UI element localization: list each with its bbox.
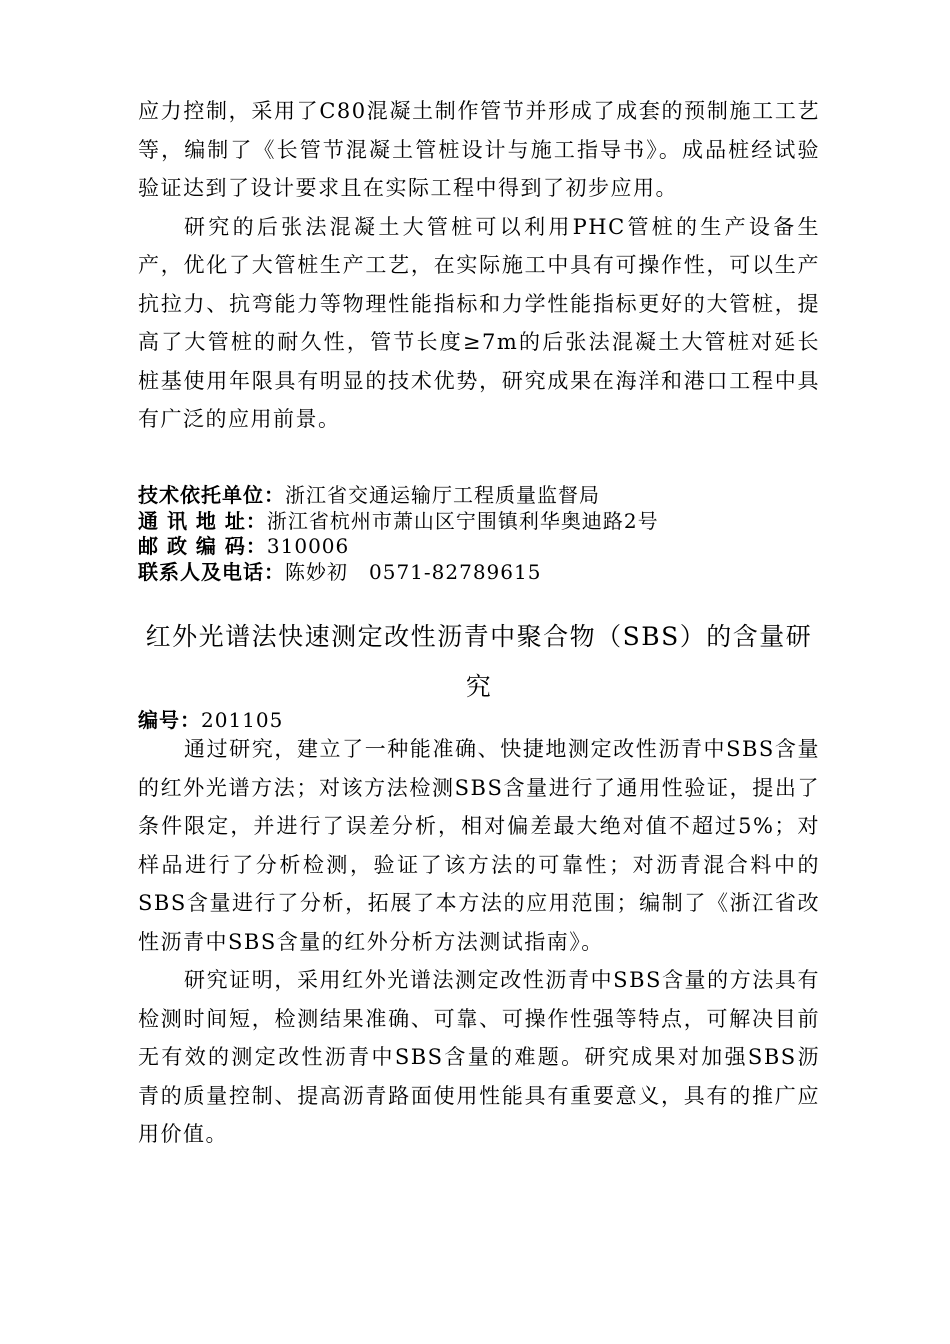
contact-unit-value: 浙江省交通运输厅工程质量监督局 <box>285 483 600 507</box>
contact-address-value: 浙江省杭州市萧山区宁围镇利华奥迪路2号 <box>266 508 659 533</box>
contact-postcode-label: 邮 政 编 码： <box>138 534 267 558</box>
intro-paragraph: 研究的后张法混凝土大管桩可以利用PHC管桩的生产设备生产，优化了大管桩生产工艺，在实际施工中具有可操作性，可以生产抗拉力、抗弯能力等物理性能指标和力学性能指标更好的大管桩，提高了大管桩的耐久性，管节长度≥7m的后张法混凝土大管桩对延长桩基使用年限具有明显的技术优势，研究成果在海洋和港口工程中具有广泛的应用前景。 <box>138 214 820 431</box>
contact-person-label: 联系人及电话： <box>138 559 285 584</box>
section-number-value: 201105 <box>201 708 284 732</box>
contact-postcode-value: 310006 <box>266 534 350 558</box>
section-paragraph: 研究证明，采用红外光谱法测定改性沥青中SBS含量的方法具有检测时间短，检测结果准确、可靠、可操作性强等特点，可解决目前无有效的测定改性沥青中SBS含量的难题。研究成果对加强SBS沥青的质量控制、提高沥青路面使用性能具有重要意义，具有的推广应用价值。 <box>138 968 820 1146</box>
contact-info <box>138 483 838 585</box>
contact-person-value: 陈妙初 0571-82789615 <box>285 559 542 584</box>
section-title: 红外光谱法快速测定改性沥青中聚合物（SBS）的含量研究 <box>145 622 813 701</box>
section-number-label: 编号： <box>138 708 201 732</box>
section-body <box>138 730 820 1154</box>
intro-text <box>138 92 820 439</box>
contact-postcode-row <box>138 534 838 560</box>
contact-address-row <box>138 509 838 535</box>
section-number-row <box>138 708 283 732</box>
intro-paragraph: 应力控制，采用了C80混凝土制作管节并形成了成套的预制施工工艺等，编制了《长管节混凝土管桩设计与施工指导书》。成品桩经试验验证达到了设计要求且在实际工程中得到了初步应用。 <box>138 99 820 200</box>
contact-person-row <box>138 560 838 586</box>
contact-address-label: 通 讯 地 址： <box>138 508 267 533</box>
contact-unit-label: 技术依托单位： <box>138 483 285 507</box>
contact-unit-row <box>138 483 838 509</box>
section-paragraph: 通过研究，建立了一种能准确、快捷地测定改性沥青中SBS含量的红外光谱方法；对该方法检测SBS含量进行了通用性验证，提出了条件限定，并进行了误差分析，相对偏差最大绝对值不超过5%；对样品进行了分析检测，验证了该方法的可靠性；对沥青混合料中的SBS含量进行了分析，拓展了本方法的应用范围；编制了《浙江省改性沥青中SBS含量的红外分析方法测试指南》。 <box>138 737 820 954</box>
